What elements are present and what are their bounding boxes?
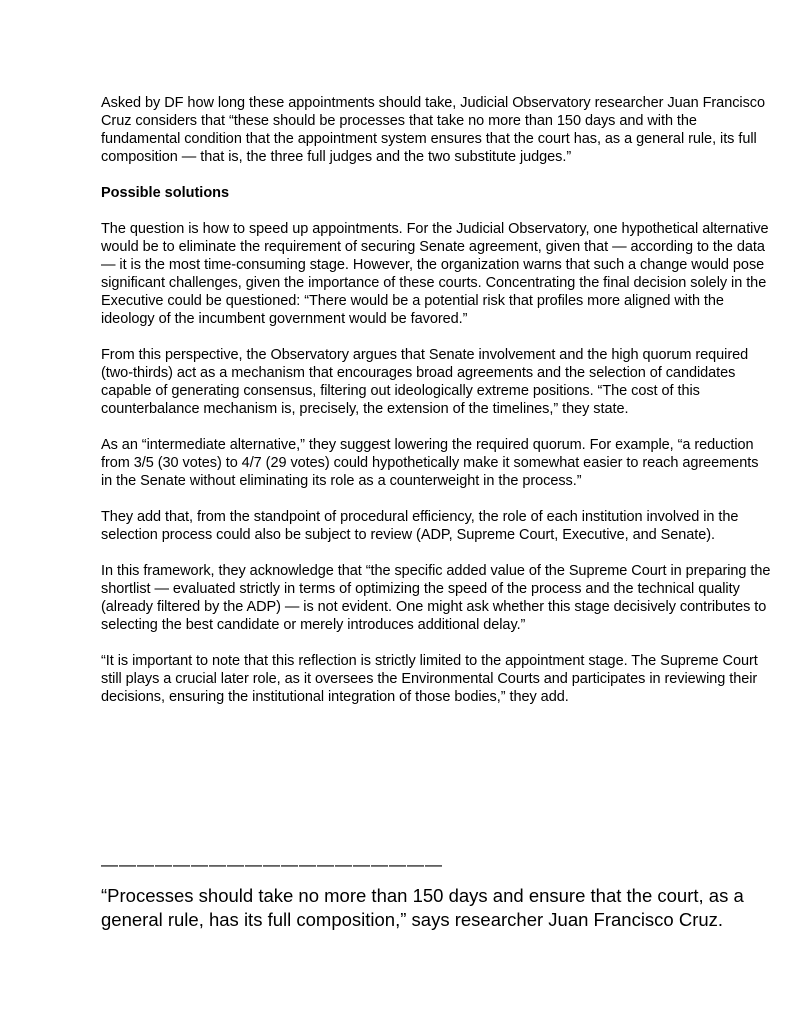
separator-line: ——————————————————— <box>101 855 443 874</box>
article-paragraph: The question is how to speed up appointments. For the Judicial Observatory, one hypothetical alternative would be to eliminate the requirement of securing Senate agreement, given that — according to the data — it is the most time-consuming stage. However, the organization warns that such a change would pose significant challenges, given the importance of these courts. Concentrating the final decision solely in the Executive could be questioned: “There would be a potential risk that profiles more aligned with the ideology of the incumbent government would be favored.” <box>101 221 769 327</box>
article-paragraph: They add that, from the standpoint of procedural efficiency, the role of each institution involved in the selection process could also be subject to review (ADP, Supreme Court, Executive, and Senate). <box>101 509 739 543</box>
article-paragraph: In this framework, they acknowledge that “the specific added value of the Supreme Court in preparing the shortlist — evaluated strictly in terms of optimizing the speed of the process and the technical quality (already filtered by the ADP) — is not evident. One might ask whether this stage decisively contributes to selecting the best candidate or merely introduces additional delay.” <box>101 563 771 633</box>
section-heading: Possible solutions <box>101 185 230 201</box>
article-paragraph: As an “intermediate alternative,” they suggest lowering the required quorum. For example, “a reduction from 3/5 (30 votes) to 4/7 (29 votes) could hypothetically make it somewhat easier to reach agreements in the Senate without eliminating its role as a counterweight in the process.” <box>101 437 759 489</box>
pull-quote: “Processes should take no more than 150 days and ensure that the court, as a general rule, has its full composition,” says researcher Juan Francisco Cruz. <box>101 885 744 930</box>
article-paragraph: “It is important to note that this reflection is strictly limited to the appointment stage. The Supreme Court still plays a crucial later role, as it oversees the Environmental Courts and participates in reviewing their decisions, ensuring the institutional integration of those bodies,” they add. <box>101 653 758 705</box>
article-paragraph: From this perspective, the Observatory argues that Senate involvement and the high quorum required (two-thirds) act as a mechanism that encourages broad agreements and the selection of candidates capable of generating consensus, filtering out ideologically extreme positions. “The cost of this counterbalance mechanism is, precisely, the extension of the timelines,” they state. <box>101 347 749 417</box>
article-body <box>101 94 771 724</box>
article-paragraph: Asked by DF how long these appointments should take, Judicial Observatory researcher Juan Francisco Cruz considers that “these should be processes that take no more than 150 days and with the fundamental condition that the appointment system ensures that the court has, as a general rule, its full composition — that is, the three full judges and the two substitute judges.” <box>101 95 765 165</box>
